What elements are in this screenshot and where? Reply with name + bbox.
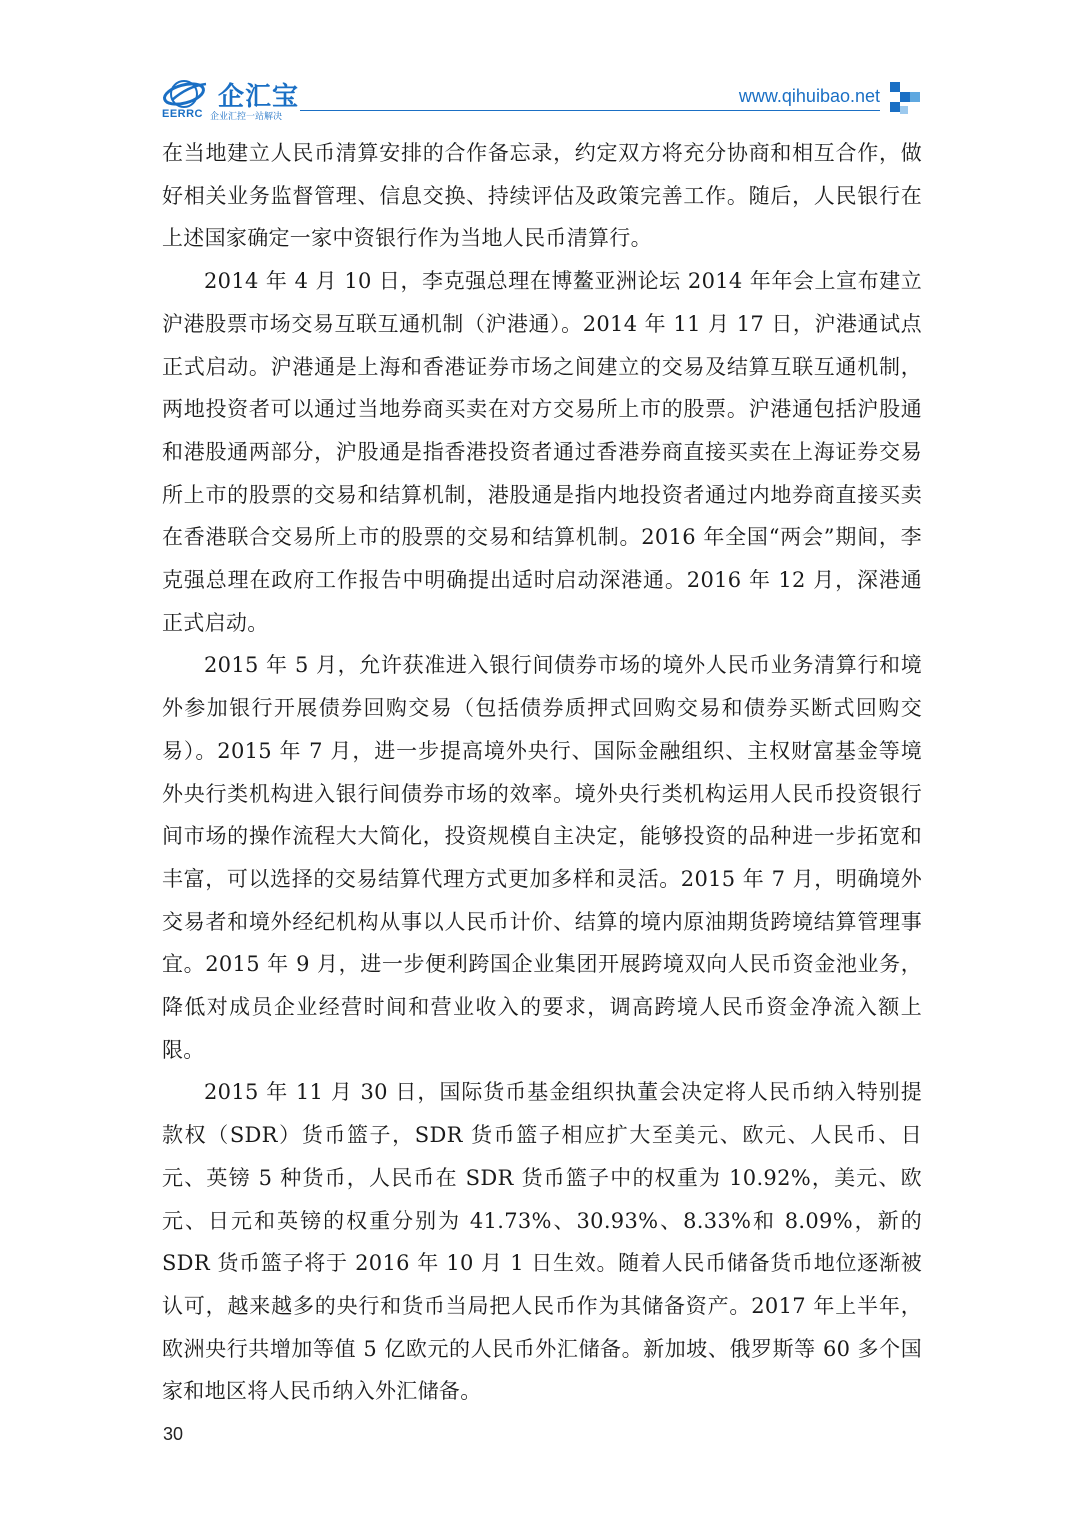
paragraph: 在当地建立人民币清算安排的合作备忘录，约定双方将充分协商和相互合作，做好相关业务监督管理、信息交换、持续评估及政策完善工作。随后，人民银行在上述国家确定一家中资银行作为当地人民币清算行。 (162, 141, 922, 251)
paragraph: 2015 年 5 月，允许获准进入银行间债券市场的境外人民币业务清算行和境外参加银行开展债券回购交易（包括债券质押式回购交易和债券买断式回购交易）。2015 年 7 月，进一步提高境外央行、国际金融组织、主权财富基金等境外央行类机构进入银行间债券市场的效率。境外央行类机构运用人民币投资银行间市场的操作流程大大简化，投资规模自主决定，能够投资的品种进一步拓宽和丰富，可以选择的交易结算代理方式更加多样和灵活。2015 年 7 月，明确境外交易者和境外经纪机构从事以人民币计价、结算的境内原油期货跨境结算管理事宜。2015 年 9 月，进一步便利跨国企业集团开展跨境双向人民币资金池业务，降低对成员企业经营时间和营业收入的要求，调高跨境人民币资金净流入额上限。 (162, 653, 922, 1062)
site-url: www.qihuibao.net (738, 86, 880, 106)
logo-title: 企汇宝 (218, 82, 300, 112)
page-header (160, 70, 920, 120)
logo-english: EERRC (162, 108, 204, 120)
header-divider (300, 110, 880, 111)
squares-decoration-icon (890, 82, 920, 116)
paragraph: 2015 年 11 月 30 日，国际货币基金组织执董会决定将人民币纳入特别提款权（SDR）货币篮子，SDR 货币篮子相应扩大至美元、欧元、人民币、日元、英镑 5 种货币，人民币在 SDR 货币篮子中的权重为 10.92%，美元、欧元、日元和英镑的权重分别为 41.73%、30.93%、8.33%和 8.09%，新的 SDR 货币篮子将于 2016 年 10 月 1 日生效。随着人民币储备货币地位逐渐被认可，越来越多的央行和货币当局把人民币作为其储备资产。2017 年上半年，欧洲央行共增加等值 5 亿欧元的人民币外汇储备。新加坡、俄罗斯等 60 多个国家和地区将人民币纳入外汇储备。 (162, 1080, 922, 1404)
page-number: 30 (163, 1424, 184, 1444)
body-text (162, 132, 922, 1413)
logo-tagline: 企业汇控一站解决 (210, 112, 283, 122)
paragraph: 2014 年 4 月 10 日，李克强总理在博鳌亚洲论坛 2014 年年会上宣布建立沪港股票市场交易互联互通机制（沪港通）。2014 年 11 月 17 日，沪港通试点正式启动。沪港通是上海和香港证券市场之间建立的交易及结算互联互通机制，两地投资者可以通过当地券商买卖在对方交易所上市的股票。沪港通包括沪股通和港股通两部分，沪股通是指香港投资者通过香港券商直接买卖在上海证券交易所上市的股票的交易和结算机制，港股通是指内地投资者通过内地券商直接买卖在香港联合交易所上市的股票的交易和结算机制。2016 年全国“两会”期间，李克强总理在政府工作报告中明确提出适时启动深港通。2016 年 12 月，深港通正式启动。 (162, 269, 922, 635)
